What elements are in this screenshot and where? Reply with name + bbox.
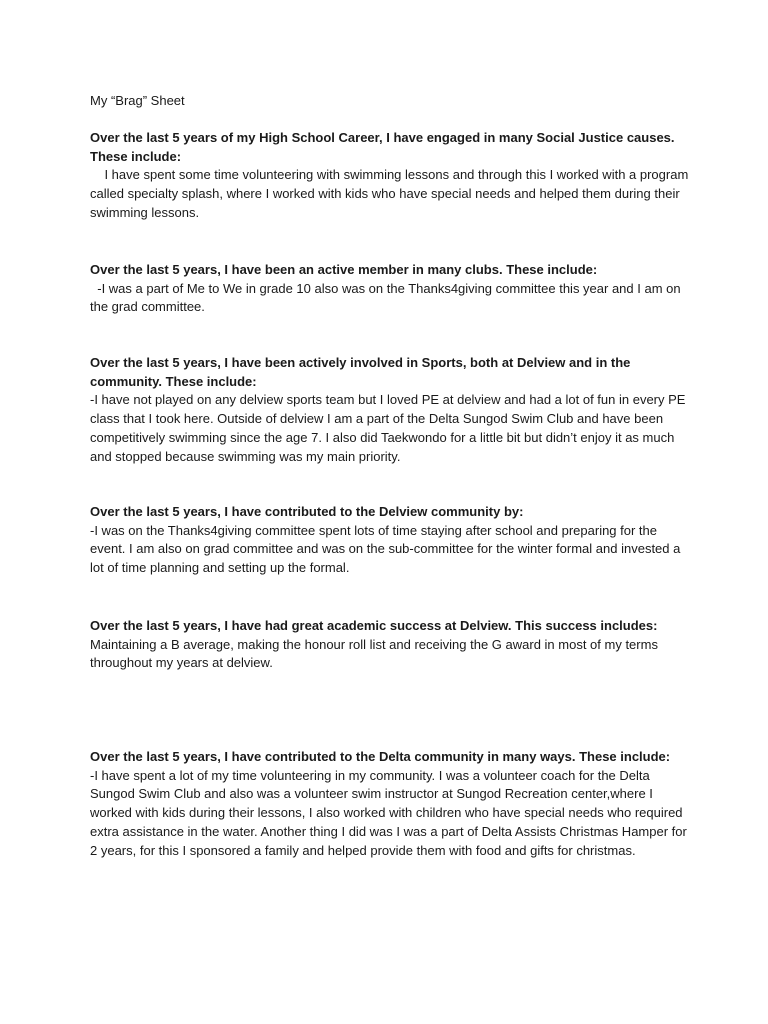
section-delview-community [90, 503, 690, 578]
section-heading: Over the last 5 years, I have contributed to the Delta community in many ways. These include: [90, 749, 671, 764]
section-body: -I have spent a lot of my time volunteering in my community. I was a volunteer coach for the Delta Sungod Swim Club and also was a volunteer swim instructor at Sungod Recreation center,where I worked with kids during their lessons, I also worked with children who have special needs who required extra assistance in the water. Another thing I did was I was a part of Delta Assists Christmas Hamper for 2 years, for this I sponsored a family and helped provide them with food and gifts for christmas. [90, 767, 691, 858]
section-heading: Over the last 5 years, I have been actively involved in Sports, both at Delview and in the community. These include: [90, 355, 631, 389]
section-body: I have spent some time volunteering with swimming lessons and through this I worked with a program called specialty splash, where I worked with kids who have special needs and helped them during their swimming lessons. [90, 167, 692, 220]
section-sports [90, 354, 690, 466]
section-heading: Over the last 5 years, I have contributed to the Delview community by: [90, 504, 524, 519]
section-social-justice [90, 129, 690, 223]
document-title: My “Brag” Sheet [90, 93, 185, 108]
section-heading: Over the last 5 years of my High School Career, I have engaged in many Social Justice causes. These include: [90, 130, 675, 164]
section-heading: Over the last 5 years, I have been an active member in many clubs. These include: [90, 262, 598, 277]
section-body: -I have not played on any delview sports team but I loved PE at delview and had a lot of fun in every PE class that I took here. Outside of delview I am a part of the Delta Sungod Swim Club and have been competitively swimming since the age 7. I also did Taekwondo for a little bit but didn’t enjoy it as much and stopped because swimming was my main priority. [90, 392, 690, 464]
section-body: -I was on the Thanks4giving committee spent lots of time staying after school and preparing for the event. I am also on grad committee and was on the sub-committee for the winter formal and invested a lot of time planning and setting up the formal. [90, 522, 684, 576]
section-body: Maintaining a B average, making the honour roll list and receiving the G award in most of my terms throughout my years at delview. [90, 636, 662, 671]
section-clubs [90, 261, 690, 317]
section-body: -I was a part of Me to We in grade 10 also was on the Thanks4giving committee this year and I am on the grad committee. [90, 280, 685, 315]
section-heading: Over the last 5 years, I have had great academic success at Delview. This success includes: [90, 618, 658, 633]
section-academic [90, 617, 690, 673]
section-delta-community [90, 748, 690, 860]
